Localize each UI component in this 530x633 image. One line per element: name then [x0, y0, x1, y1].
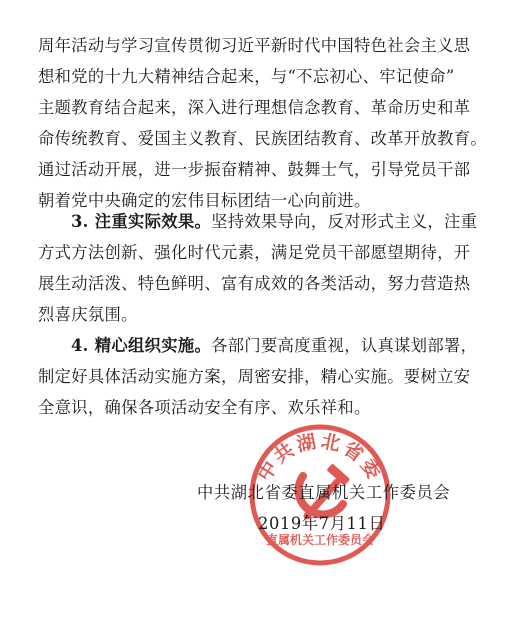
- paragraph-line: 制定好具体活动实施方案，周密安排，精心实施。要树立安: [38, 367, 471, 386]
- paragraph-line: 想和党的十九大精神结合起来，与“不忘初心、牢记使命”: [38, 67, 455, 86]
- paragraph-first-line: [38, 206, 498, 237]
- paragraph-text: 各部门要高度重视，认真谋划部署，: [211, 336, 478, 355]
- paragraph-line: 展生动活泼、特色鲜明、富有成效的各类活动，努力营造热: [38, 274, 471, 293]
- paragraph-line: 全意识，确保各项活动安全有序、欢乐祥和。: [38, 398, 371, 417]
- paragraph-4: [38, 330, 498, 423]
- paragraph-line: 方式方法创新、强化时代元素，满足党员干部愿望期待，开: [38, 243, 471, 262]
- section-heading: 4. 精心组织实施。: [71, 336, 212, 355]
- paragraph-1: [38, 30, 498, 216]
- paragraph-line: 通过活动开展，进一步振奋精神、鼓舞士气，引导党员干部: [38, 160, 471, 179]
- section-heading: 3. 注重实际效果。: [71, 212, 212, 231]
- paragraph-line: 烈喜庆氛围。: [38, 305, 138, 324]
- paragraph-3: [38, 206, 498, 330]
- paragraph-line: 朝着党中央确定的宏伟目标团结一心向前进。: [38, 191, 371, 210]
- seal-ring-text: 中共湖北省委: [253, 430, 387, 486]
- signature-organization: 中共湖北省委直属机关工作委员会: [197, 483, 451, 502]
- paragraph-line: 命传统教育、爱国主义教育、民族团结教育、改革开放教育。: [38, 129, 488, 148]
- signature-date: 2019年7月11日: [258, 514, 386, 533]
- seal-bottom-text: 直属机关工作委员会: [265, 533, 375, 547]
- paragraph-text: 坚持效果导向，反对形式主义，注重: [211, 212, 478, 231]
- paragraph-line: 周年活动与学习宣传贯彻习近平新时代中国特色社会主义思: [38, 36, 471, 55]
- paragraph-line: 主题教育结合起来，深入进行理想信念教育、革命历史和革: [38, 98, 471, 117]
- paragraph-first-line: [38, 330, 498, 361]
